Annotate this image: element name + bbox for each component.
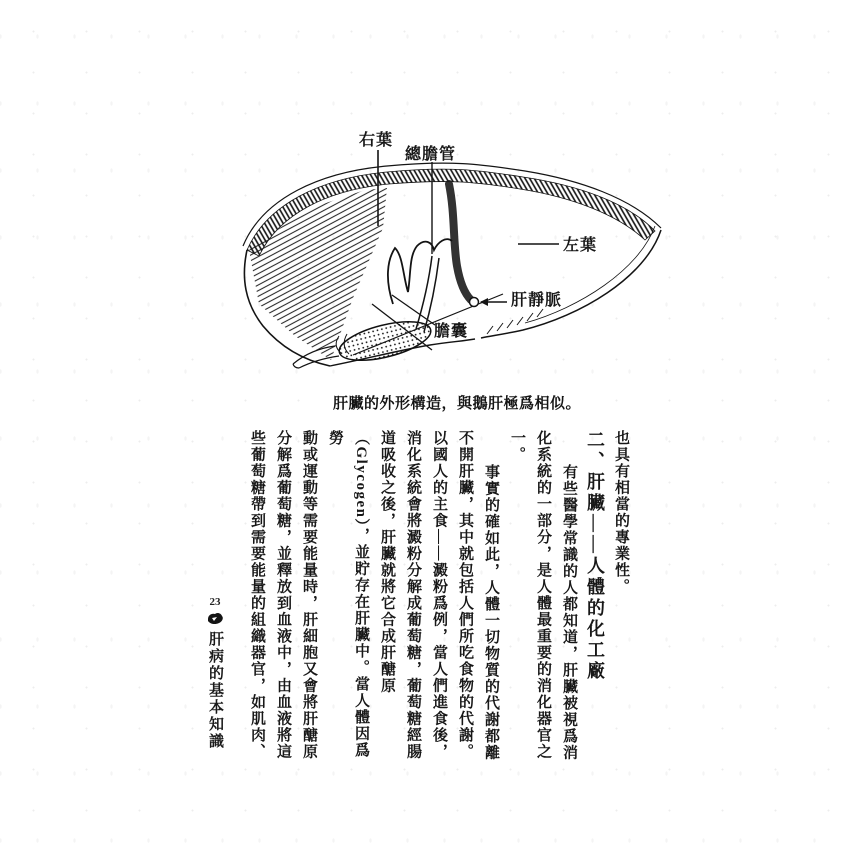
border-shading-ticks (487, 309, 543, 334)
text-column: 道吸收之後，肝臟就將它合成肝醣原 (379, 430, 395, 694)
hepatic-vein-arrowhead (480, 298, 488, 306)
text-column: 分解爲葡萄糖，並釋放到血液中，由血液將這 (275, 430, 291, 760)
text-column: 些葡萄糖帶到需要能量的組織器官，如肌肉、 (249, 430, 265, 760)
running-title: 肝病的基本知識 (207, 631, 223, 750)
text-column: 也具有相當的專業性。 (613, 430, 629, 595)
text-column: 不開肝臟，其中就包括人們所吃食物的代謝。 (457, 430, 473, 760)
text-column: 一。 (509, 430, 525, 463)
text-column: （Glycogen），並貯存在肝臟中。當人體因爲勞 (327, 430, 369, 759)
text-column: 動或運動等需要能量時，肝細胞又會將肝醣原 (301, 430, 317, 760)
text-column: 二、肝臟——人體的化工廠 (585, 430, 605, 682)
text-column: 以國人的主食——澱粉爲例，當人們進食後， (431, 430, 447, 760)
body-text (249, 430, 634, 768)
text-column: 有些醫學常識的人都知道，肝臟被視爲消 (561, 464, 577, 761)
portal-structures (388, 239, 452, 304)
hepatic-vein-opening (470, 298, 479, 307)
text-column: 消化系統會將澱粉分解成葡萄糖，葡萄糖經腸 (405, 430, 421, 760)
label-left-lobe: 左葉 (563, 237, 598, 254)
floral-ornament-icon (206, 612, 224, 625)
label-hepatic-vein: 肝靜脈 (511, 292, 563, 309)
label-gallbladder: 膽囊 (434, 323, 469, 340)
page-margin (202, 596, 236, 761)
falciform-band (449, 184, 471, 300)
page-number: 23 (209, 596, 221, 608)
figure-caption: 肝臟的外形構造，與鵝肝極爲相似。 (333, 396, 582, 412)
label-right-lobe: 右葉 (359, 132, 394, 149)
text-column: 化系統的一部分，是人體最重要的消化器官之 (535, 430, 551, 760)
label-common-bile-duct: 總膽管 (405, 146, 457, 163)
text-column: 事實的確如此，人體一切物質的代謝都離 (483, 464, 499, 761)
